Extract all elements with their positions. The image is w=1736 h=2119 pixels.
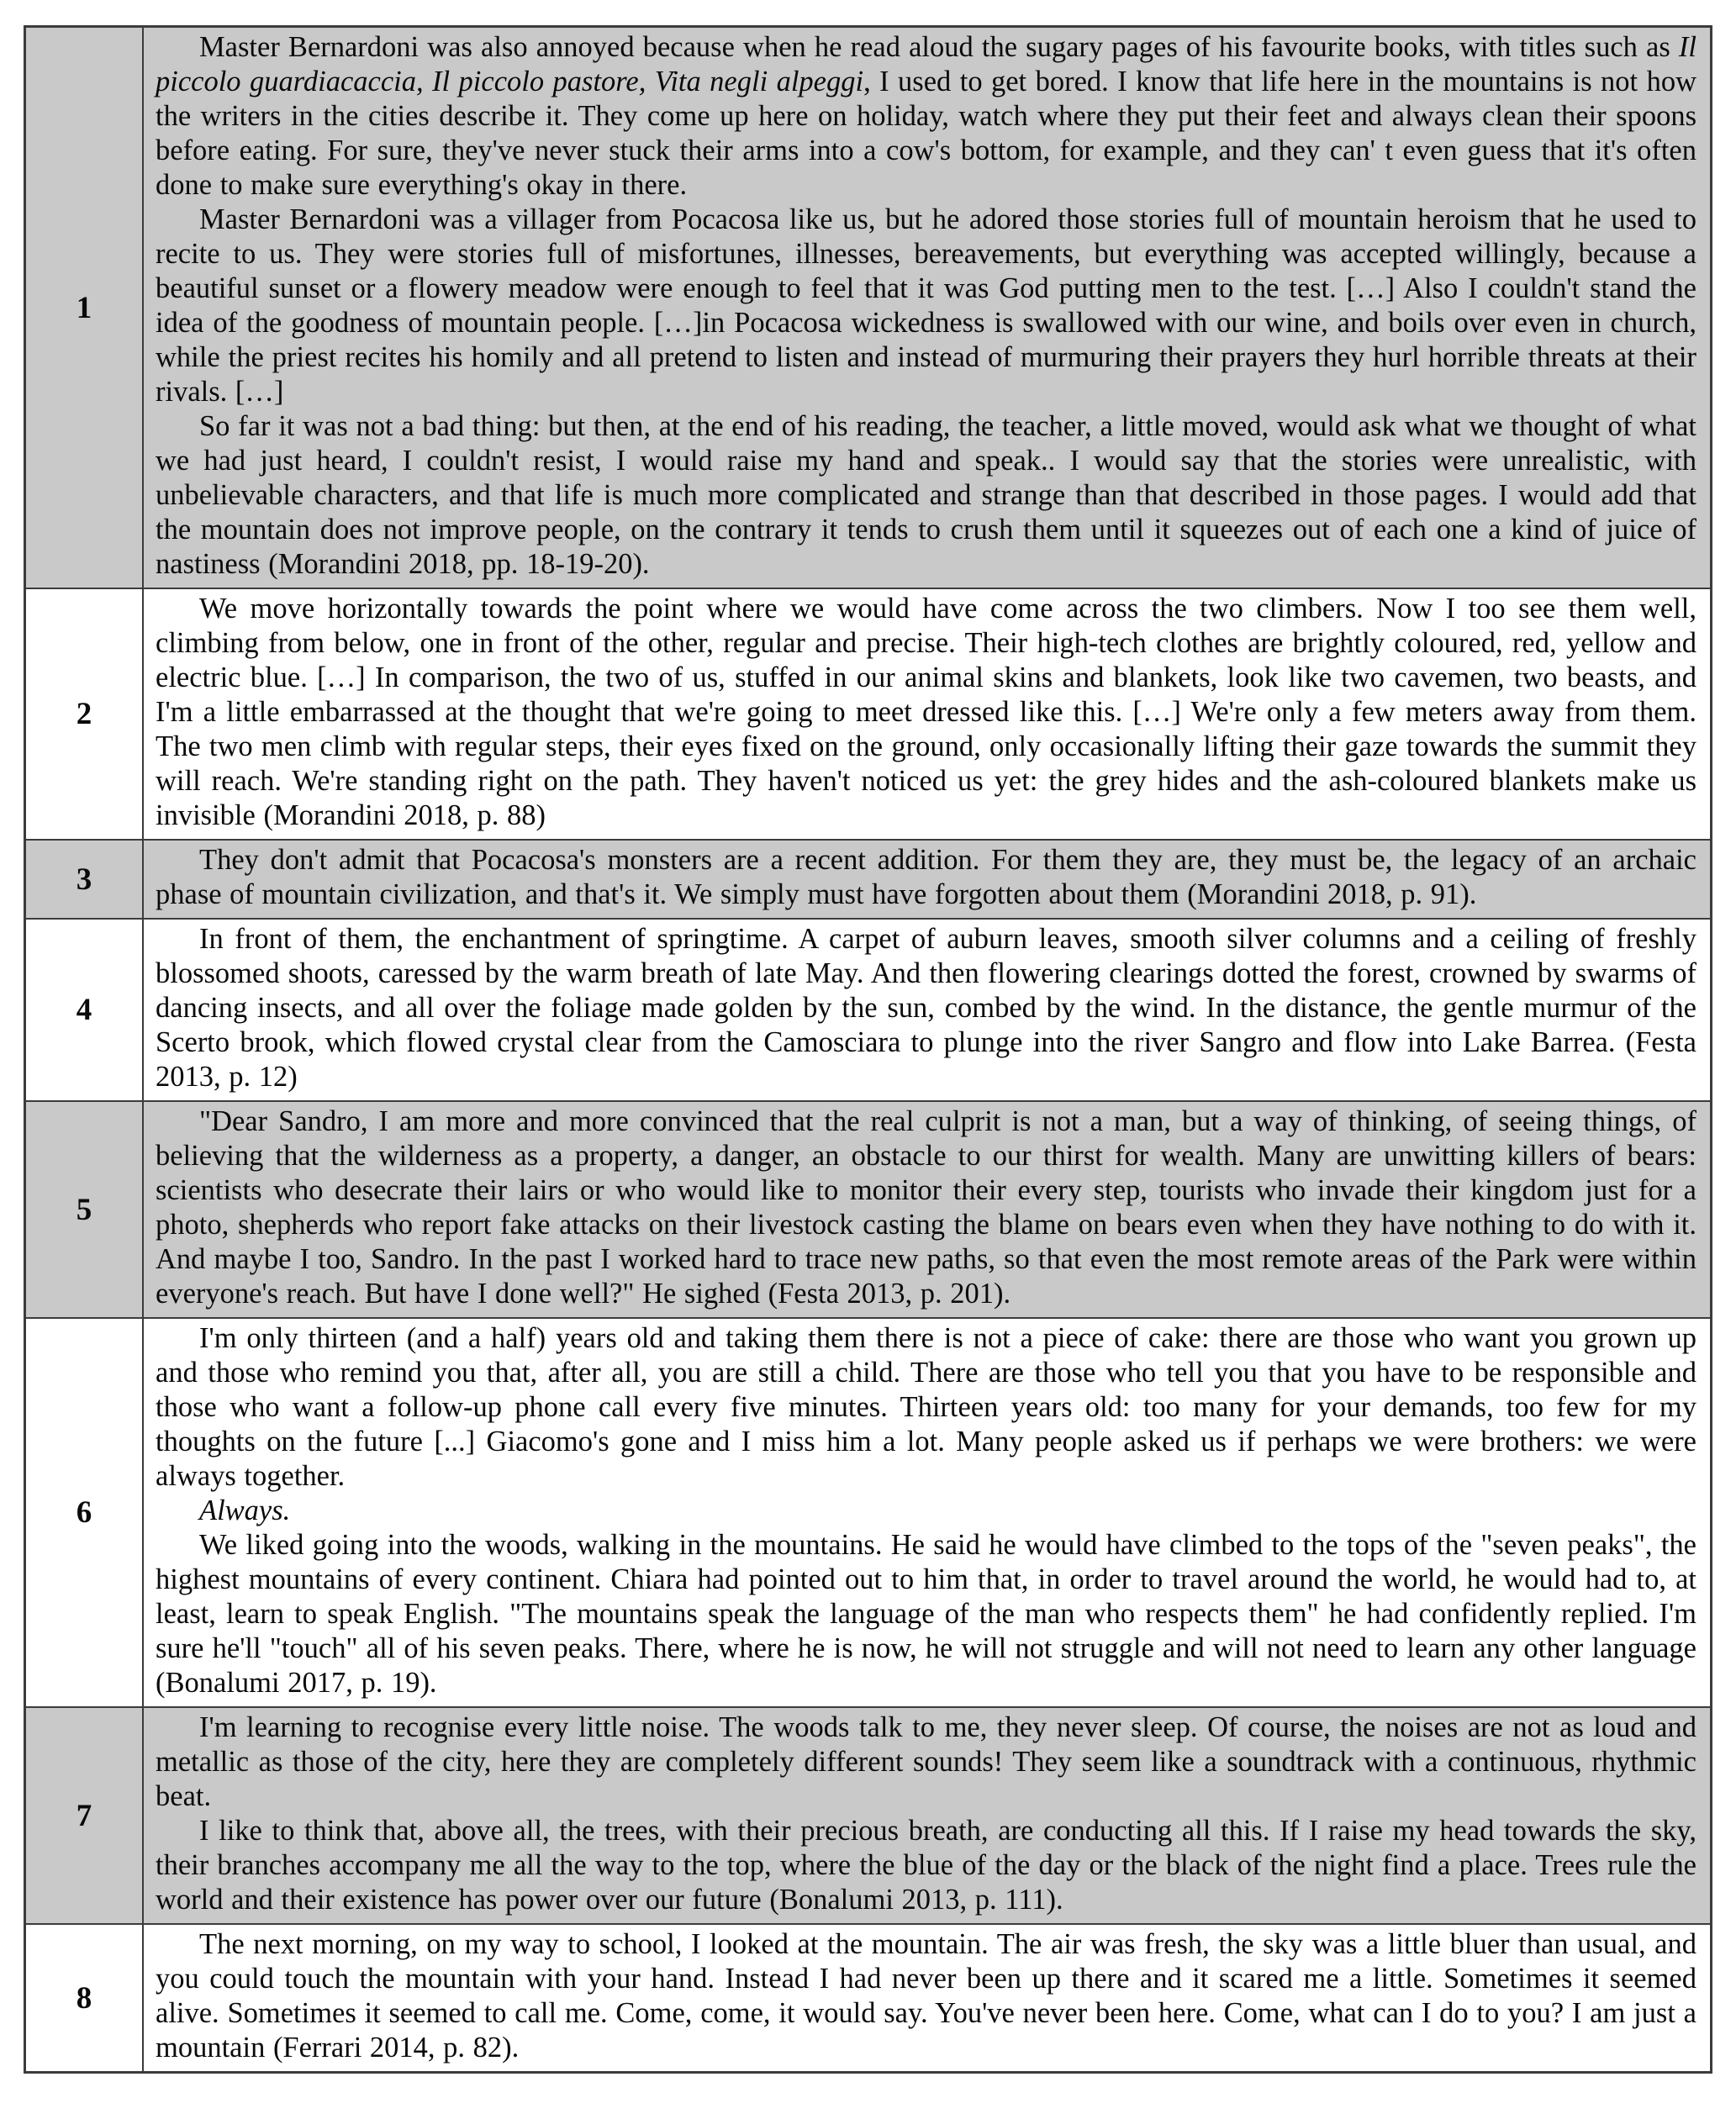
quotes-table	[24, 25, 1712, 2074]
quote-paragraph: Master Bernardoni was a villager from Pocacosa like us, but he adored those stories full of mountain heroism that he used to recite to us. They were stories full of misfortunes, illnesses, bereavements, but everything was accepted willingly, because a beautiful sunset or a flowery meadow were enough to feel that it was God putting men to the test. […] Also I couldn't stand the idea of the goodness of mountain people. […]in Pocacosa wickedness is swallowed with our wine, and boils over even in church, while the priest recites his homily and all pretend to listen and instead of murmuring their prayers they hurl horrible threats at their rivals. […]	[156, 203, 1696, 408]
quote-paragraph: I like to think that, above all, the trees, with their precious breath, are conducting all this. If I raise my head towards the sky, their branches accompany me all the way to the top, where the blue of the day or the black of the night find a place. Trees rule the world and their existence has power over our future (Bonalumi 2013, p. 111).	[156, 1815, 1696, 1916]
quote-paragraph: "Dear Sandro, I am more and more convinced that the real culprit is not a man, but a way of thinking, of seeing things, of believing that the wilderness as a property, a danger, an obstacle to our thirst for wealth. Many are unwitting killers of bears: scientists who desecrate their lairs or who would like to monitor their every step, tourists who invade their kingdom just for a photo, shepherds who report fake attacks on their livestock casting the blame on bears even when they have nothing to do with it. And maybe I too, Sandro. In the past I worked hard to trace new paths, so that even the most remote areas of the Park were within everyone's reach. But have I done well?" He sighed (Festa 2013, p. 201).	[156, 1105, 1696, 1310]
quote-paragraph: Always.	[199, 1494, 291, 1526]
row-number: 5	[25, 1101, 144, 1318]
row-number: 8	[25, 1924, 144, 2073]
quote-paragraph: We liked going into the woods, walking in the mountains. He said he would have climbed to the tops of the "seven peaks", the highest mountains of every continent. Chiara had pointed out to him that, in order to travel around the world, he would had to, at least, learn to speak English. "The mountains speak the language of the man who respects them" he had confidently replied. I'm sure he'll "touch" all of his seven peaks. There, where he is now, he will not struggle and will not need to learn any other language (Bonalumi 2017, p. 19).	[156, 1529, 1696, 1699]
quote-paragraph: The next morning, on my way to school, I looked at the mountain. The air was fresh, the sky was a little bluer than usual, and you could touch the mountain with your hand. Instead I had never been up there and it scared me a little. Sometimes it seemed alive. Sometimes it seemed to call me. Come, come, it would say. You've never been here. Come, what can I do to you? I am just a mountain (Ferrari 2014, p. 82).	[156, 1928, 1696, 2064]
quote-cell	[143, 588, 1712, 840]
table-row	[25, 27, 1712, 589]
quote-cell	[143, 1318, 1712, 1707]
quote-paragraph: I'm only thirteen (and a half) years old and taking them there is not a piece of cake: there are those who want you grown up and those who remind you that, after all, you are still a child. There are those who tell you that you have to be responsible and those who want a follow-up phone call every five minutes. Thirteen years old: too many for your demands, too few for my thoughts on the future [...] Giacomo's gone and I miss him a lot. Many people asked us if perhaps we were brothers: we were always together.	[156, 1322, 1696, 1492]
quote-cell	[143, 1101, 1712, 1318]
quote-paragraph: I'm learning to recognise every little noise. The woods talk to me, they never sleep. Of course, the noises are not as loud and metallic as those of the city, here they are completely different sounds! They seem like a soundtrack with a continuous, rhythmic beat.	[156, 1711, 1696, 1812]
quote-paragraph: So far it was not a bad thing: but then, at the end of his reading, the teacher, a little moved, would ask what we thought of what we had just heard, I couldn't resist, I would raise my hand and speak.. I would say that the stories were unrealistic, with unbelievable characters, and that life is much more complicated and strange than that described in those pages. I would add that the mountain does not improve people, on the contrary it tends to crush them until it squeezes out of each one a kind of juice of nastiness (Morandini 2018, pp. 18-19-20).	[156, 410, 1696, 580]
quote-cell	[143, 1924, 1712, 2073]
table-row	[25, 1707, 1712, 1924]
table-row	[25, 840, 1712, 919]
quote-paragraph: They don't admit that Pocacosa's monsters are a recent addition. For them they are, they must be, the legacy of an archaic phase of mountain civilization, and that's it. We simply must have forgotten about them (Morandini 2018, p. 91).	[156, 844, 1696, 910]
quote-paragraph: We move horizontally towards the point where we would have come across the two climbers. Now I too see them well, climbing from below, one in front of the other, regular and precise. Their high-tech clothes are brightly coloured, red, yellow and electric blue. […] In comparison, the two of us, stuffed in our animal skins and blankets, look like two cavemen, two beasts, and I'm a little embarrassed at the thought that we're going to meet dressed like this. […] We're only a few meters away from them. The two men climb with regular steps, their eyes fixed on the ground, only occasionally lifting their gaze towards the summit they will reach. We're standing right on the path. They haven't noticed us yet: the grey hides and the ash-coloured blankets make us invisible (Morandini 2018, p. 88)	[156, 593, 1696, 831]
quote-cell	[143, 27, 1712, 589]
quote-cell	[143, 919, 1712, 1101]
table-row	[25, 1101, 1712, 1318]
row-number: 7	[25, 1707, 144, 1924]
row-number: 2	[25, 588, 144, 840]
table-row	[25, 588, 1712, 840]
table-row	[25, 1318, 1712, 1707]
quote-cell	[143, 840, 1712, 919]
table-row	[25, 1924, 1712, 2073]
row-number: 3	[25, 840, 144, 919]
table-row	[25, 919, 1712, 1101]
quote-paragraph: Master Bernardoni was also annoyed because when he read aloud the sugary pages of his favourite books, with titles such as Il piccolo guardiacaccia, Il piccolo pastore, Vita negli alpeggi, I used to get bored. I know that life here in the mountains is not how the writers in the cities describe it. They come up here on holiday, watch where they put their feet and always clean their spoons before eating. For sure, they've never stuck their arms into a cow's bottom, for example, and they can' t even guess that it's often done to make sure everything's okay in there.	[156, 31, 1696, 201]
row-number: 1	[25, 27, 144, 589]
quote-cell	[143, 1707, 1712, 1924]
quote-paragraph: In front of them, the enchantment of springtime. A carpet of auburn leaves, smooth silver columns and a ceiling of freshly blossomed shoots, caressed by the warm breath of late May. And then flowering clearings dotted the forest, crowned by swarms of dancing insects, and all over the foliage made golden by the sun, combed by the wind. In the distance, the gentle murmur of the Scerto brook, which flowed crystal clear from the Camosciara to plunge into the river Sangro and flow into Lake Barrea. (Festa 2013, p. 12)	[156, 923, 1696, 1093]
row-number: 6	[25, 1318, 144, 1707]
quotes-table-body	[25, 27, 1712, 2073]
row-number: 4	[25, 919, 144, 1101]
